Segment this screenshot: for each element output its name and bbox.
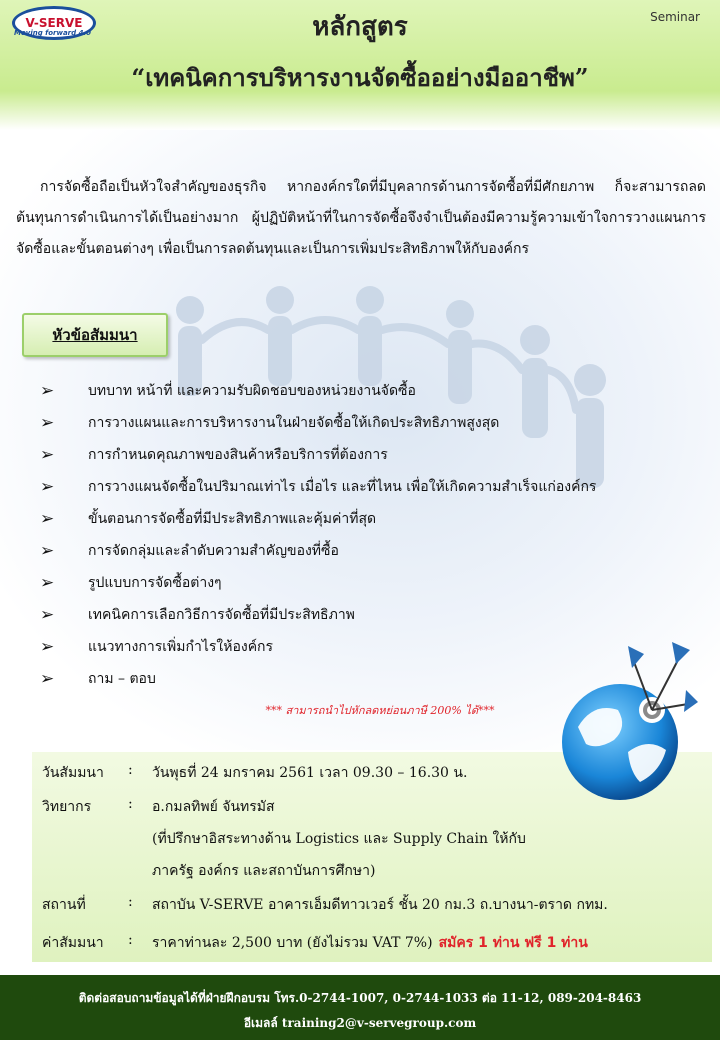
date-label: วันสัมมนา bbox=[42, 765, 104, 781]
colon: : bbox=[128, 894, 133, 910]
colon: : bbox=[128, 932, 133, 948]
tax-deduction-note: *** สามารถนำไปหักลดหย่อนภาษี 200% ได้*** bbox=[265, 704, 495, 717]
speaker-label: วิทยากร bbox=[42, 799, 92, 815]
course-title: “เทคนิคการบริหารงานจัดซื้ออย่างมืออาชีพ” bbox=[131, 63, 589, 92]
list-item: ➢ การจัดกลุ่มและลำดับความสำคัญของที่ซื้อ bbox=[40, 541, 339, 561]
arrow-bullet-icon: ➢ bbox=[40, 669, 55, 689]
arrow-bullet-icon: ➢ bbox=[40, 509, 55, 529]
speaker-desc-line-2: ภาครัฐ องค์กร และสถาบันการศึกษา) bbox=[152, 863, 376, 879]
logo-tagline: Moving forward 4.0 bbox=[14, 29, 91, 37]
date-row bbox=[42, 762, 467, 784]
arrow-bullet-icon: ➢ bbox=[40, 445, 55, 465]
arrow-bullet-icon: ➢ bbox=[40, 477, 55, 497]
colon: : bbox=[128, 762, 133, 778]
venue-label: สถานที่ bbox=[42, 897, 86, 913]
speaker-name: อ.กมลทิพย์ จันทรมัส bbox=[152, 799, 275, 815]
speaker-desc-line-1: (ที่ปรึกษาอิสระทางด้าน Logistics และ Supply Chain ให้กับ bbox=[152, 831, 526, 847]
logo-text: V-SERVE bbox=[25, 16, 83, 30]
list-item: ➢ บทบาท หน้าที่ และความรับผิดชอบของหน่วยงานจัดซื้อ bbox=[40, 381, 416, 401]
globe-dart-icon bbox=[548, 632, 698, 802]
list-item: ➢ เทคนิคการเลือกวิธีการจัดซื้อที่มีประสิทธิภาพ bbox=[40, 605, 355, 625]
contact-email: อีเมลล์ training2@v-servegroup.com bbox=[243, 1016, 477, 1030]
venue-row bbox=[42, 894, 608, 916]
list-item: ➢ แนวทางการเพิ่มกำไรให้องค์กร bbox=[40, 637, 274, 657]
arrow-bullet-icon: ➢ bbox=[40, 541, 55, 561]
page-title: หลักสูตร bbox=[312, 12, 408, 42]
list-item: ➢ ขั้นตอนการจัดซื้อที่มีประสิทธิภาพและคุ้มค่าที่สุด bbox=[40, 509, 377, 529]
fee-row bbox=[42, 932, 588, 954]
arrow-bullet-icon: ➢ bbox=[40, 381, 55, 401]
list-item: ➢ การวางแผนและการบริหารงานในฝ่ายจัดซื้อให้เกิดประสิทธิภาพสูงสุด bbox=[40, 413, 500, 433]
contact-info: ติดต่อสอบถามข้อมูลได้ที่ฝ่ายฝึกอบรม โทร.0-2744-1007, 0-2744-1033 ต่อ 11-12, 089-204-8463 bbox=[78, 991, 642, 1005]
footer-bar bbox=[0, 975, 720, 1040]
list-item: ➢ การกำหนดคุณภาพของสินค้าหรือบริการที่ต้องการ bbox=[40, 445, 388, 465]
arrow-bullet-icon: ➢ bbox=[40, 637, 55, 657]
fee-label: ค่าสัมมนา bbox=[42, 935, 104, 951]
intro-paragraph: การจัดซื้อถือเป็นหัวใจสำคัญของธุรกิจ หากองค์กรใดที่มีบุคลากรด้านการจัดซื้อที่มีศักยภาพ ก็จะสามารถลดต้นทุนการดำเนินการได้เป็นอย่างมาก ผู้ปฏิบัติหน้าที่ในการจัดซื้อจึงจำเป็นต้องมีความรู้ความเข้าใจการวางแผนการจัดซื้อและขั้นตอนต่างๆ เพื่อเป็นการลดต้นทุนและเป็นการเพิ่มประสิทธิภาพให้กับองค์กร bbox=[16, 179, 706, 257]
topics-heading: หัวข้อสัมมนา bbox=[22, 313, 168, 357]
list-item: ➢ การวางแผนจัดซื้อในปริมาณเท่าไร เมื่อไร และที่ไหน เพื่อให้เกิดความสำเร็จแก่องค์กร bbox=[40, 477, 597, 497]
arrow-bullet-icon: ➢ bbox=[40, 413, 55, 433]
arrow-bullet-icon: ➢ bbox=[40, 573, 55, 593]
list-item: ➢ ถาม – ตอบ bbox=[40, 669, 156, 689]
fee-value: ราคาท่านละ 2,500 บาท (ยังไม่รวม VAT 7%) bbox=[152, 935, 433, 951]
colon: : bbox=[128, 796, 133, 812]
arrow-bullet-icon: ➢ bbox=[40, 605, 55, 625]
promo-text: สมัคร 1 ท่าน ฟรี 1 ท่าน bbox=[438, 935, 588, 951]
list-item: ➢ รูปแบบการจัดซื้อต่างๆ bbox=[40, 573, 222, 593]
date-value: วันพุธที่ 24 มกราคม 2561 เวลา 09.30 – 16.30 น. bbox=[152, 765, 468, 781]
venue-value: สถาบัน V-SERVE อาคารเอ็มดีทาวเวอร์ ชั้น 20 กม.3 ถ.บางนา-ตราด กทม. bbox=[152, 897, 608, 913]
seminar-label: Seminar bbox=[650, 10, 700, 24]
speaker-row bbox=[42, 796, 275, 818]
